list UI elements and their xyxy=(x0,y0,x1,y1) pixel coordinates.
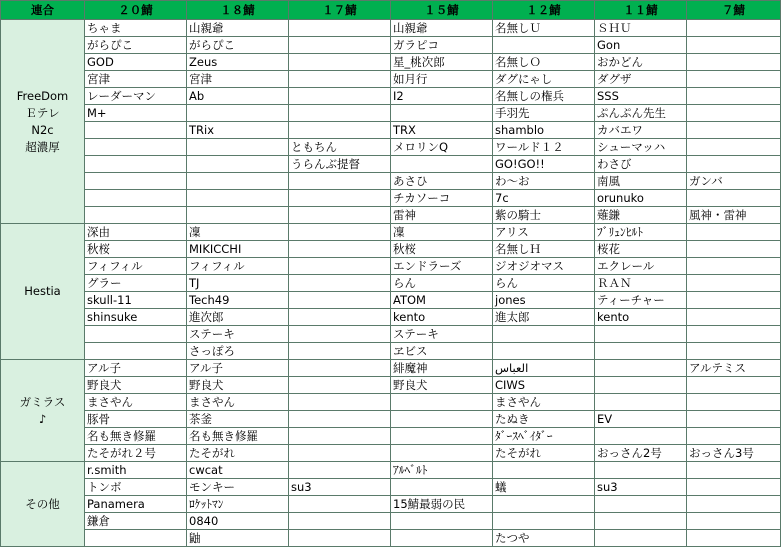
player-cell: わ～お xyxy=(493,173,595,190)
player-cell xyxy=(493,496,595,513)
player-cell: 鼬 xyxy=(187,530,289,547)
header-union: 連合 xyxy=(1,1,85,20)
player-cell: ﾛｹｯﾄﾏﾝ xyxy=(187,496,289,513)
header-server-7: ７鯖 xyxy=(687,1,781,20)
player-cell: 星_桃次郎 xyxy=(391,54,493,71)
table-row xyxy=(1,122,781,139)
table-row xyxy=(1,428,781,445)
player-cell: 名無しの権兵 xyxy=(493,88,595,105)
table-row xyxy=(1,445,781,462)
player-cell: さっぽろ xyxy=(187,343,289,360)
player-cell: グラー xyxy=(85,275,187,292)
player-cell: 進次郎 xyxy=(187,309,289,326)
player-cell: skull-11 xyxy=(85,292,187,309)
player-cell: らん xyxy=(391,275,493,292)
player-cell: レーダーマン xyxy=(85,88,187,105)
player-cell xyxy=(687,479,781,496)
roster-body xyxy=(1,20,781,547)
player-cell xyxy=(85,156,187,173)
player-cell: 雷神 xyxy=(391,207,493,224)
union-name: FreeDom Ｅテレ N2c 超濃厚 xyxy=(1,20,85,224)
player-cell: 如月行 xyxy=(391,71,493,88)
player-cell: su3 xyxy=(595,479,687,496)
player-cell: 手羽先 xyxy=(493,105,595,122)
player-cell xyxy=(687,309,781,326)
player-cell: 0840 xyxy=(187,513,289,530)
player-cell xyxy=(687,377,781,394)
player-cell: メロリンQ xyxy=(391,139,493,156)
player-cell: おかどん xyxy=(595,54,687,71)
player-cell xyxy=(493,326,595,343)
player-cell: ダグザ xyxy=(595,71,687,88)
player-cell: あさひ xyxy=(391,173,493,190)
player-cell: GOD xyxy=(85,54,187,71)
player-cell xyxy=(289,258,391,275)
player-cell: SSS xyxy=(595,88,687,105)
player-cell xyxy=(595,360,687,377)
player-cell: ステーキ xyxy=(391,326,493,343)
player-cell: ＳＨＵ xyxy=(595,20,687,37)
table-row xyxy=(1,360,781,377)
player-cell: 宮津 xyxy=(85,71,187,88)
player-cell xyxy=(289,190,391,207)
header-server-17: １７鯖 xyxy=(289,1,391,20)
player-cell xyxy=(687,139,781,156)
player-cell: Tech49 xyxy=(187,292,289,309)
player-cell: 名無しＨ xyxy=(493,241,595,258)
player-cell: ダグにゃし xyxy=(493,71,595,88)
header-server-15: １５鯖 xyxy=(391,1,493,20)
player-cell xyxy=(187,139,289,156)
player-cell xyxy=(391,394,493,411)
player-cell xyxy=(687,496,781,513)
player-cell: jones xyxy=(493,292,595,309)
table-row xyxy=(1,37,781,54)
player-cell: 名無しＯ xyxy=(493,54,595,71)
player-cell xyxy=(595,462,687,479)
player-cell xyxy=(289,207,391,224)
player-cell: TRX xyxy=(391,122,493,139)
player-cell: ﾀﾞｰｽﾍﾞｲﾀﾞｰ xyxy=(493,428,595,445)
player-cell: Ab xyxy=(187,88,289,105)
player-cell: たぬき xyxy=(493,411,595,428)
player-cell xyxy=(85,173,187,190)
player-cell xyxy=(391,156,493,173)
table-row xyxy=(1,394,781,411)
player-cell xyxy=(85,190,187,207)
player-cell: 名も無き修羅 xyxy=(187,428,289,445)
player-cell xyxy=(687,326,781,343)
table-row xyxy=(1,224,781,241)
player-cell xyxy=(687,156,781,173)
player-cell: 山親爺 xyxy=(391,20,493,37)
player-cell: ちゃま xyxy=(85,20,187,37)
union-name: その他 xyxy=(1,462,85,547)
table-row xyxy=(1,292,781,309)
player-cell xyxy=(289,173,391,190)
player-cell: 凜 xyxy=(187,224,289,241)
player-cell: 野良犬 xyxy=(187,377,289,394)
player-cell: EV xyxy=(595,411,687,428)
player-cell: アリス xyxy=(493,224,595,241)
player-cell: フィフィル xyxy=(85,258,187,275)
player-cell: MIKICCHI xyxy=(187,241,289,258)
player-cell xyxy=(391,445,493,462)
player-cell: ティーチャー xyxy=(595,292,687,309)
player-cell xyxy=(687,54,781,71)
player-cell: まさやん xyxy=(493,394,595,411)
player-cell: 鎌倉 xyxy=(85,513,187,530)
table-row xyxy=(1,309,781,326)
player-cell: ともちん xyxy=(289,139,391,156)
union-name: Hestia xyxy=(1,224,85,360)
player-cell xyxy=(85,326,187,343)
player-cell: kento xyxy=(595,309,687,326)
player-cell: 秋桜 xyxy=(85,241,187,258)
player-cell: 野良犬 xyxy=(391,377,493,394)
player-cell: ﾌﾞﾘｭﾝﾋﾙﾄ xyxy=(595,224,687,241)
player-cell: モンキー xyxy=(187,479,289,496)
player-cell: たそがれ xyxy=(493,445,595,462)
table-row xyxy=(1,258,781,275)
player-cell: トンボ xyxy=(85,479,187,496)
player-cell: おっさん3号 xyxy=(687,445,781,462)
player-cell: ぷんぷん先生 xyxy=(595,105,687,122)
player-cell xyxy=(187,173,289,190)
player-cell xyxy=(289,20,391,37)
player-cell: 紫の騎士 xyxy=(493,207,595,224)
player-cell: ｱﾙﾍﾞﾙﾄ xyxy=(391,462,493,479)
player-cell xyxy=(85,122,187,139)
player-cell: たつや xyxy=(493,530,595,547)
player-cell: 山親爺 xyxy=(187,20,289,37)
player-cell: わさび xyxy=(595,156,687,173)
player-cell: 名も無き修羅 xyxy=(85,428,187,445)
union-name: ガミラス ♪ xyxy=(1,360,85,462)
player-cell xyxy=(289,394,391,411)
player-cell xyxy=(85,343,187,360)
table-row xyxy=(1,377,781,394)
table-row xyxy=(1,88,781,105)
player-cell: 深由 xyxy=(85,224,187,241)
player-cell xyxy=(289,326,391,343)
player-cell: おっさん2号 xyxy=(595,445,687,462)
table-row xyxy=(1,411,781,428)
player-cell: 秋桜 xyxy=(391,241,493,258)
player-cell: 桜花 xyxy=(595,241,687,258)
player-cell: CIWS xyxy=(493,377,595,394)
player-cell: Gon xyxy=(595,37,687,54)
table-row xyxy=(1,139,781,156)
header-server-11: １１鯖 xyxy=(595,1,687,20)
player-cell: 野良犬 xyxy=(85,377,187,394)
player-cell xyxy=(493,343,595,360)
table-row xyxy=(1,462,781,479)
player-cell xyxy=(595,513,687,530)
player-cell xyxy=(289,292,391,309)
player-cell: 15鯖最弱の民 xyxy=(391,496,493,513)
player-cell: アル子 xyxy=(85,360,187,377)
player-cell: がらぴこ xyxy=(187,37,289,54)
player-cell xyxy=(289,224,391,241)
table-row xyxy=(1,343,781,360)
player-cell xyxy=(687,343,781,360)
player-cell: チカソーコ xyxy=(391,190,493,207)
table-row xyxy=(1,275,781,292)
player-cell xyxy=(687,394,781,411)
player-cell xyxy=(687,275,781,292)
player-cell xyxy=(289,309,391,326)
table-row xyxy=(1,190,781,207)
player-cell: orunuko xyxy=(595,190,687,207)
player-cell: TJ xyxy=(187,275,289,292)
player-cell: ジオジオマス xyxy=(493,258,595,275)
player-cell xyxy=(289,377,391,394)
player-cell xyxy=(85,207,187,224)
player-cell: 茶釜 xyxy=(187,411,289,428)
player-cell: たそがれ２号 xyxy=(85,445,187,462)
table-row xyxy=(1,173,781,190)
player-cell xyxy=(595,496,687,513)
player-cell: TRix xyxy=(187,122,289,139)
player-cell xyxy=(687,105,781,122)
player-cell xyxy=(687,71,781,88)
player-cell xyxy=(289,411,391,428)
player-cell: su3 xyxy=(289,479,391,496)
player-cell xyxy=(493,462,595,479)
player-cell: GO!GO!! xyxy=(493,156,595,173)
player-cell xyxy=(595,394,687,411)
table-row xyxy=(1,496,781,513)
player-cell xyxy=(289,88,391,105)
player-cell xyxy=(289,343,391,360)
header-row xyxy=(1,1,781,20)
player-cell: ＲＡＮ xyxy=(595,275,687,292)
player-cell: r.smith xyxy=(85,462,187,479)
player-cell xyxy=(687,428,781,445)
table-row xyxy=(1,20,781,37)
player-cell: ガラピコ xyxy=(391,37,493,54)
table-row xyxy=(1,326,781,343)
player-cell xyxy=(289,530,391,547)
player-cell: 豚骨 xyxy=(85,411,187,428)
player-cell xyxy=(687,241,781,258)
table-row xyxy=(1,479,781,496)
player-cell: まさやん xyxy=(85,394,187,411)
player-cell xyxy=(85,139,187,156)
player-cell xyxy=(289,428,391,445)
player-cell xyxy=(595,343,687,360)
player-cell xyxy=(289,462,391,479)
player-cell xyxy=(687,190,781,207)
player-cell xyxy=(493,513,595,530)
player-cell: shamblo xyxy=(493,122,595,139)
player-cell xyxy=(187,190,289,207)
player-cell: cwcat xyxy=(187,462,289,479)
player-cell: ATOM xyxy=(391,292,493,309)
header-server-18: １８鯖 xyxy=(187,1,289,20)
player-cell: ガンバ xyxy=(687,173,781,190)
header-server-12: １２鯖 xyxy=(493,1,595,20)
player-cell xyxy=(687,20,781,37)
player-cell: 進太郎 xyxy=(493,309,595,326)
player-cell: ヱビス xyxy=(391,343,493,360)
player-cell: 7c xyxy=(493,190,595,207)
player-cell: 南風 xyxy=(595,173,687,190)
player-cell xyxy=(595,530,687,547)
player-cell: たそがれ xyxy=(187,445,289,462)
player-cell: アル子 xyxy=(187,360,289,377)
player-cell xyxy=(687,513,781,530)
player-cell: shinsuke xyxy=(85,309,187,326)
header-server-20: ２０鯖 xyxy=(85,1,187,20)
table-row xyxy=(1,54,781,71)
player-cell: ワールド１２ xyxy=(493,139,595,156)
player-cell xyxy=(187,207,289,224)
player-cell: 名無しＵ xyxy=(493,20,595,37)
player-cell: 緋魔神 xyxy=(391,360,493,377)
player-cell: フィフィル xyxy=(187,258,289,275)
player-cell: 蟻 xyxy=(493,479,595,496)
player-cell: エンドラーズ xyxy=(391,258,493,275)
player-cell xyxy=(687,530,781,547)
table-row xyxy=(1,207,781,224)
player-cell xyxy=(85,530,187,547)
player-cell xyxy=(687,292,781,309)
player-cell: うらんぶ提督 xyxy=(289,156,391,173)
player-cell xyxy=(289,54,391,71)
player-cell xyxy=(187,105,289,122)
player-cell xyxy=(289,105,391,122)
player-cell xyxy=(687,462,781,479)
table-row xyxy=(1,156,781,173)
player-cell xyxy=(391,479,493,496)
player-cell xyxy=(289,37,391,54)
player-cell xyxy=(187,156,289,173)
player-cell xyxy=(595,326,687,343)
player-cell xyxy=(391,513,493,530)
table-row xyxy=(1,513,781,530)
player-cell xyxy=(289,241,391,258)
player-cell: ステーキ xyxy=(187,326,289,343)
player-cell xyxy=(289,122,391,139)
player-cell xyxy=(687,411,781,428)
player-cell xyxy=(289,275,391,292)
player-cell xyxy=(687,258,781,275)
player-cell: 風神・雷神 xyxy=(687,207,781,224)
table-row xyxy=(1,530,781,547)
player-cell: 薙鎌 xyxy=(595,207,687,224)
table-row xyxy=(1,71,781,88)
player-cell xyxy=(493,37,595,54)
player-cell: カバエワ xyxy=(595,122,687,139)
player-cell xyxy=(391,530,493,547)
player-cell xyxy=(595,428,687,445)
player-cell: 凜 xyxy=(391,224,493,241)
player-cell: kento xyxy=(391,309,493,326)
player-cell xyxy=(687,37,781,54)
player-cell: العباس xyxy=(493,360,595,377)
player-cell xyxy=(595,377,687,394)
table-row xyxy=(1,241,781,258)
player-cell xyxy=(289,445,391,462)
player-cell: 宮津 xyxy=(187,71,289,88)
player-cell: まさやん xyxy=(187,394,289,411)
player-cell: がらぴこ xyxy=(85,37,187,54)
player-cell xyxy=(687,122,781,139)
player-cell xyxy=(391,428,493,445)
player-cell xyxy=(687,224,781,241)
player-cell xyxy=(391,105,493,122)
player-cell xyxy=(391,411,493,428)
player-cell xyxy=(289,496,391,513)
table-row xyxy=(1,105,781,122)
player-cell xyxy=(687,88,781,105)
player-cell: らん xyxy=(493,275,595,292)
player-cell: アルテミス xyxy=(687,360,781,377)
player-cell: I2 xyxy=(391,88,493,105)
player-cell xyxy=(289,71,391,88)
player-cell: シューマッハ xyxy=(595,139,687,156)
player-cell xyxy=(289,513,391,530)
player-cell: Panamera xyxy=(85,496,187,513)
player-cell: Zeus xyxy=(187,54,289,71)
player-cell: エクレール xyxy=(595,258,687,275)
player-cell xyxy=(289,360,391,377)
player-cell: M+ xyxy=(85,105,187,122)
